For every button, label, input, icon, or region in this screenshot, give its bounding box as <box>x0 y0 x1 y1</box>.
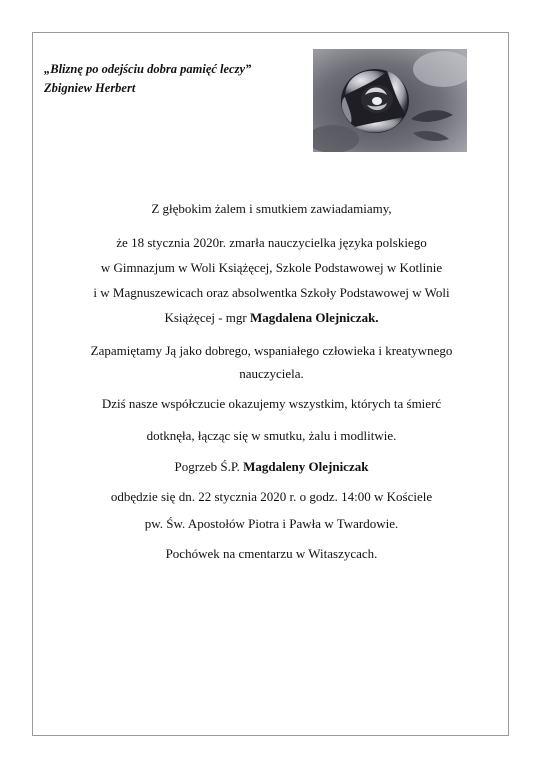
rose-photo <box>313 49 467 152</box>
announcement-line: w Gimnazjum w Woli Książęcej, Szkole Podstawowej w Kotlinie <box>100 260 443 275</box>
announcement-line: że 18 stycznia 2020r. zmarła nauczycielka języka polskiego <box>116 235 427 250</box>
epigraph <box>44 60 251 98</box>
epigraph-quote: „Bliznę po odejściu dobra pamięć leczy” <box>44 62 252 76</box>
announcement-line <box>34 310 509 326</box>
announcement-line: nauczyciela. <box>239 366 304 381</box>
announcement-line-text: Książęcej - mgr <box>164 310 250 325</box>
deceased-name: Magdaleny Olejniczak <box>243 459 369 474</box>
announcement-line <box>34 459 509 475</box>
announcement-line: Zapamiętamy Ją jako dobrego, wspaniałego człowieka i kreatywnego <box>90 343 453 358</box>
announcement-line: odbędzie się dn. 22 stycznia 2020 r. o godz. 14:00 w Kościele <box>110 489 433 504</box>
announcement-line-text: Pogrzeb Ś.P. <box>174 459 244 474</box>
announcement-line: dotknęła, łącząc się w smutku, żalu i modlitwie. <box>146 428 397 443</box>
announcement-line: Dziś nasze współczucie okazujemy wszystkim, których ta śmierć <box>101 396 442 411</box>
announcement-line: Z głębokim żalem i smutkiem zawiadamiamy, <box>151 201 392 216</box>
announcement-line: pw. Św. Apostołów Piotra i Pawła w Twardowie. <box>144 516 399 531</box>
deceased-name: Magdalena Olejniczak. <box>250 310 379 325</box>
epigraph-author: Zbigniew Herbert <box>44 81 136 95</box>
announcement-line: i w Magnuszewicach oraz absolwentka Szkoły Podstawowej w Woli <box>93 285 450 300</box>
announcement-line: Pochówek na cmentarzu w Witaszycach. <box>165 546 378 561</box>
